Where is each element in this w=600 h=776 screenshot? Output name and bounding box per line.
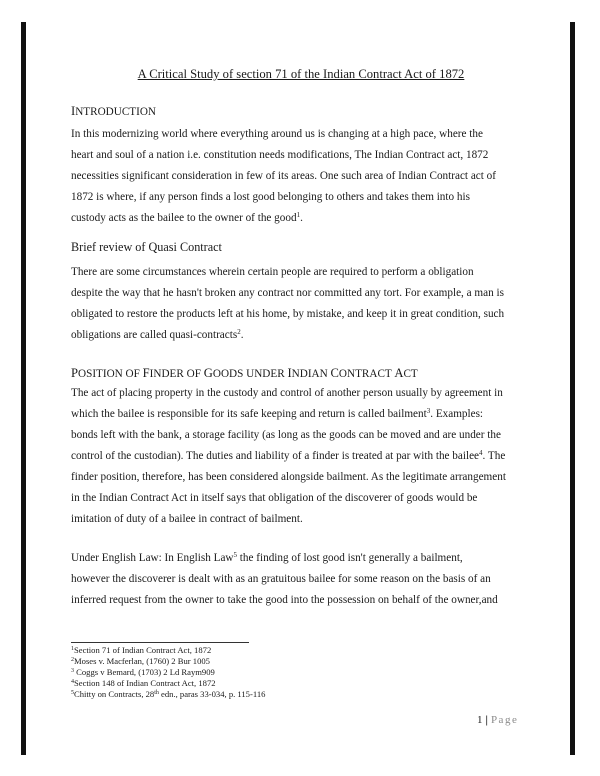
intro-line: custody acts as the bailee to the owner of the good$^1$. — [71, 211, 303, 224]
footnote-number: 5 — [71, 690, 74, 696]
footnote-2 — [71, 656, 210, 666]
finder-line: imitation of duty of a bailee in contract of bailment. — [71, 513, 303, 525]
finder-line: The act of placing property in the custody and control of another person usually by agreement in — [71, 387, 503, 399]
finder-line-text: which the bailee is responsible for its safe keeping and return is called bailment — [71, 408, 427, 420]
english-law-line — [71, 552, 463, 564]
quasi-line: obligated to restore the products left at his home, by mistake, and keep it in great condition, such — [71, 308, 505, 320]
page-border-right — [570, 22, 575, 755]
quasi-line-text: obligations are called quasi-contracts — [71, 329, 238, 341]
intro-line-text: custody acts as the bailee to the owner of the good — [71, 212, 297, 224]
finder-line — [71, 408, 483, 420]
footnote-ref[interactable]: 3 — [426, 407, 431, 415]
intro-line: necessities significant consideration in few of its areas. One such area of Indian Contract act of — [71, 170, 496, 182]
footnote-ref[interactable]: 1 — [296, 211, 301, 219]
footnote-number: 4 — [71, 679, 74, 685]
footnote-text: Section 148 of Indian Contract Act, 1872 — [74, 678, 216, 688]
finder-line-text: . The — [482, 450, 506, 462]
footnote-number: 2 — [71, 657, 74, 663]
quasi-contract-heading: Brief review of Quasi Contract — [71, 240, 222, 254]
page-separator: | — [485, 714, 488, 726]
footnote-text: Chitty on Contracts, 28 — [74, 689, 155, 699]
footnote-4 — [71, 678, 216, 688]
finder-line-text: control of the custodian). The duties and liability of a finder is treated at par with the bailee — [71, 450, 480, 462]
footnote-ref[interactable]: 2 — [237, 328, 241, 336]
footnote-superscript: th — [154, 690, 159, 696]
footnote-text: Section 71 of Indian Contract Act, 1872 — [74, 645, 212, 655]
quasi-line: despite the way that he hasn't broken any contract nor committed any tort. For example, a man is — [71, 287, 504, 299]
footnote-1 — [71, 645, 211, 655]
page-number-footer — [477, 714, 518, 726]
quasi-line: There are some circumstances wherein certain people are required to perform a obligation — [71, 266, 474, 278]
english-law-line: inferred request from the owner to take the good into the possession on behalf of the owner,and — [71, 594, 498, 606]
finder-heading: POSITION OF FINDER OF GOODS UNDER INDIAN CONTRACT ACT — [71, 366, 418, 380]
english-law-text: the finding of lost good isn't generally a bailment, — [237, 552, 463, 564]
footnote-text: edn., paras 33-034, p. 115-116 — [158, 689, 266, 699]
intro-line: In this modernizing world where everything around us is changing at a high pace, where the — [71, 128, 483, 140]
finder-line: bonds left with the bank, a storage facility (as long as the goods can be moved and are under the — [71, 429, 501, 441]
finder-line — [71, 450, 505, 462]
page-label: Page — [490, 714, 519, 726]
footnote-separator — [71, 642, 249, 643]
footnote-text: Moses v. Macferlan, (1760) 2 Bur 1005 — [74, 656, 210, 666]
footnote-ref[interactable]: 4 — [479, 449, 483, 457]
finder-line: finder position, therefore, has been considered alongside bailment. As the legitimate arrangement — [71, 471, 506, 483]
english-law-text: Under English Law: In English Law — [71, 552, 234, 564]
footnote-number: 1 — [71, 646, 74, 652]
page-border-left — [21, 22, 26, 755]
document-title: A Critical Study of section 71 of the Indian Contract Act of 1872 — [137, 67, 465, 81]
quasi-line: obligations are called quasi-contracts$^2$. — [71, 328, 244, 341]
finder-line-text: . Examples: — [430, 408, 484, 420]
footnote-number: 3 — [71, 668, 74, 674]
footnote-5 — [71, 689, 265, 699]
intro-line: 1872 is where, if any person finds a lost good belonging to others and takes them into his — [71, 191, 470, 203]
footnote-text: Coggs v Bemard, (1703) 2 Ld Raym909 — [74, 667, 215, 677]
intro-line: heart and soul of a nation i.e. constitution needs modifications, The Indian Contract act, 1872 — [71, 149, 489, 161]
english-law-line: however the discoverer is dealt with as an gratuitous bailee for some reason on the basis of an — [71, 573, 491, 585]
finder-line: in the Indian Contract Act in itself says that obligation of the discoverer of goods would be — [71, 492, 478, 504]
footnote-3 — [71, 667, 215, 677]
page-number: 1 — [477, 714, 483, 726]
footnote-ref[interactable]: 5 — [233, 551, 237, 559]
introduction-heading: INTRODUCTION — [71, 104, 156, 118]
